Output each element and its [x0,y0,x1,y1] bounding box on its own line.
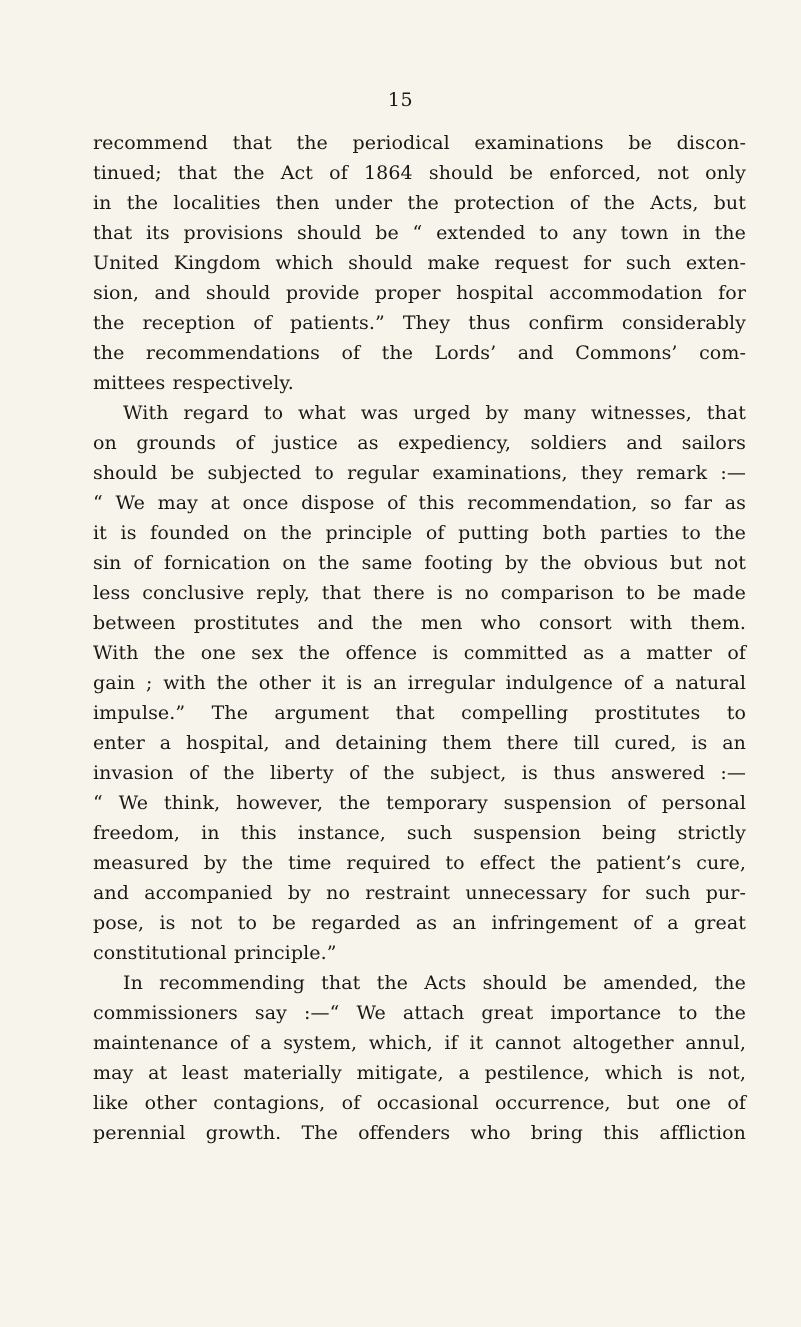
text-line: mittees respectively. [93,372,294,394]
text-line: commissioners say :—“ We attach great importance to the [93,1002,746,1024]
text-line: United Kingdom which should make request for such exten- [93,252,746,274]
text-line: sin of fornication on the same footing by the obvious but not [93,552,746,574]
text-line: sion, and should provide proper hospital accommodation for [93,282,746,304]
text-line: less conclusive reply, that there is no comparison to be made [93,582,746,604]
text-line: like other contagions, of occasional occurrence, but one of [93,1092,746,1114]
text-line: freedom, in this instance, such suspension being strictly [93,822,746,844]
text-line: enter a hospital, and detaining them there till cured, is an [93,732,746,754]
text-line: With regard to what was urged by many witnesses, that [123,402,746,424]
text-line: impulse.” The argument that compelling prostitutes to [93,702,746,724]
text-line: gain ; with the other it is an irregular indulgence of a natural [93,672,746,694]
text-line: and accompanied by no restraint unnecessary for such pur- [93,882,746,904]
body-text [93,128,746,1148]
text-line: the recommendations of the Lords’ and Commons’ com- [93,342,746,364]
page-number: 15 [387,89,414,111]
text-line: perennial growth. The offenders who bring this affliction [93,1122,746,1144]
text-line: between prostitutes and the men who consort with them. [93,612,746,634]
text-line: that its provisions should be “ extended to any town in the [93,222,746,244]
text-line: pose, is not to be regarded as an infringement of a great [93,912,746,934]
text-line: the reception of patients.” They thus confirm considerably [93,312,746,334]
text-line: recommend that the periodical examinations be discon- [93,132,746,154]
text-line: constitutional principle.” [93,942,337,964]
text-line: may at least materially mitigate, a pestilence, which is not, [93,1062,746,1084]
text-line: should be subjected to regular examinations, they remark :— [93,462,746,484]
text-line: invasion of the liberty of the subject, is thus answered :— [93,762,746,784]
text-line: maintenance of a system, which, if it cannot altogether annul, [93,1032,746,1054]
text-line: “ We may at once dispose of this recommendation, so far as [93,492,746,514]
text-line: With the one sex the offence is committed as a matter of [93,642,746,664]
text-line: on grounds of justice as expediency, soldiers and sailors [93,432,746,454]
text-line: measured by the time required to effect the patient’s cure, [93,852,746,874]
text-line: “ We think, however, the temporary suspension of personal [93,792,746,814]
text-line: in the localities then under the protection of the Acts, but [93,192,746,214]
text-line: it is founded on the principle of putting both parties to the [93,522,746,544]
text-line: tinued; that the Act of 1864 should be enforced, not only [93,162,746,184]
text-line: In recommending that the Acts should be amended, the [123,972,746,994]
